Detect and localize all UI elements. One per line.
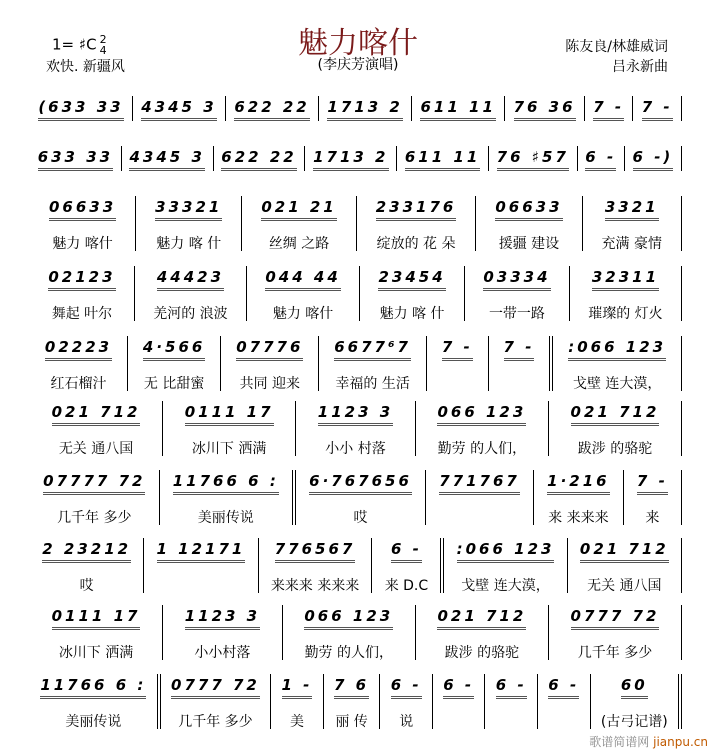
measure [259,538,373,593]
measure [380,674,433,729]
notes: 0111 17 [52,605,141,630]
notes: 44423 [157,266,224,291]
lyric: 无关 通八国 [587,578,662,594]
measure [30,146,122,171]
notes: 06633 [495,196,562,221]
measure [485,674,538,729]
notes: :066 123 [568,336,666,361]
notes: 021 712 [52,401,141,426]
watermark-en: jianpu.cn [653,735,708,749]
measure [214,146,306,171]
notes: 76 ♯57 [497,146,569,171]
lyric: 勤劳 的人们， [437,441,527,457]
measure [489,336,554,391]
measure [568,538,682,593]
measure [160,470,296,525]
measure [144,538,258,593]
measure [397,146,489,171]
lyric: 哎 [79,578,94,594]
time-top: 2 [99,33,107,46]
time-bottom: 4 [99,44,107,57]
lyric: 无关 通八国 [58,441,134,457]
measure [591,674,683,729]
lyric: 来 D.C [384,578,429,594]
notes: 7 - [637,470,668,495]
watermark [589,733,708,750]
lyric: 冰川下 洒满 [191,441,267,457]
measure [489,146,578,171]
measure [135,266,247,321]
lyric: 几千年 多少 [57,510,132,526]
time-signature [100,34,107,56]
notes: 33321 [155,196,222,221]
measure [30,336,128,391]
notes: 622 22 [221,146,296,171]
lyric: 戈壁 连大漠， [461,578,550,594]
notes: 611 11 [420,96,495,121]
score-line [30,470,682,525]
lyric: 红石榴汁 [50,376,107,392]
lyric: 来来来 来来来 [270,578,360,594]
measure [163,401,296,456]
lyric: (古弓记谱) [600,714,668,730]
notes: 6 - [585,146,616,171]
notes: 066 123 [304,605,393,630]
notes: 6 - [548,674,579,699]
lyric: 绽放的 花 朵 [376,236,456,252]
notes: :066 123 [457,538,555,563]
measure [444,538,567,593]
measure [553,336,682,391]
lyric: 来 [645,510,660,526]
notes: 23454 [378,266,445,291]
notes: 6 - [496,674,527,699]
lyric: 璀璨的 灯火 [588,306,663,322]
lyricist: 陈友良/林雄威词 [565,39,668,55]
notes: 6 - [391,674,422,699]
notes: 066 123 [437,401,526,426]
notes: 02123 [48,266,115,291]
notes: 6 - [443,674,474,699]
measure [633,96,682,121]
measure [505,96,585,121]
notes: 07777 72 [43,470,145,495]
notes: 1123 3 [318,401,393,426]
notes: (633 33 [38,96,123,121]
measure [465,266,570,321]
notes: 021 21 [261,196,336,221]
lyric: 跋涉 的骆驼 [444,645,520,661]
notes: 0777 72 [571,605,660,630]
notes: 07776 [236,336,303,361]
notes: 1713 2 [327,96,402,121]
notes: 044 44 [265,266,340,291]
notes: 4345 3 [129,146,204,171]
notes: 776567 [275,538,356,563]
measure [319,96,412,121]
measure [133,96,226,121]
score-line [30,401,682,456]
lyric: 援疆 建设 [498,236,560,252]
lyric: 美 [289,714,304,730]
song-title: 魅力喀什 [298,26,418,61]
measure [427,336,489,391]
notes: 021 712 [580,538,669,563]
measure [30,266,135,321]
measure [360,266,465,321]
notes: 611 11 [405,146,480,171]
score-line [30,146,682,171]
measure [296,470,426,525]
notes: 021 712 [571,401,660,426]
lyric: 戈壁 连大漠， [572,376,662,392]
measure [30,470,160,525]
notes: 7 - [593,96,624,121]
measure [324,674,381,729]
notes: 1 - [282,674,313,699]
measure [30,401,163,456]
lyric: 魅力 喀什 [52,236,113,252]
measure [30,605,163,660]
notes: 60 [621,674,648,699]
notes: 76 36 [514,96,576,121]
lyric: 丽 传 [335,714,368,730]
measure [357,196,477,251]
measure [583,196,682,251]
lyric: 说 [399,714,414,730]
measure [136,196,242,251]
lyric: 跋涉 的骆驼 [577,441,653,457]
measure [416,401,549,456]
notes: 633 33 [38,146,113,171]
score-line [30,605,682,660]
measure [319,336,427,391]
lyric: 几千年 多少 [577,645,653,661]
notes: 6 -) [633,146,674,171]
measure [296,401,416,456]
lyric: 魅力 喀 什 [156,236,222,252]
notes: 233176 [376,196,457,221]
measure [534,470,624,525]
measure [476,196,582,251]
measure [122,146,214,171]
measure [549,605,682,660]
measure [549,401,682,456]
notes: 7 6 [334,674,369,699]
lyric: 羌河的 浪波 [153,306,228,322]
notes: 6 - [391,538,422,563]
measure [433,674,486,729]
measure [30,538,144,593]
score-line [30,196,682,251]
tempo-marking: 欢快. 新疆风 [46,59,125,75]
lyric: 小小村落 [194,645,251,661]
notes: 1·216 [547,470,609,495]
notes: 7 - [642,96,673,121]
lyric: 共同 迎来 [239,376,301,392]
measure [30,96,133,121]
lyric: 美丽传说 [197,510,254,526]
notes: 3321 [605,196,659,221]
measure [426,470,534,525]
notes: 0777 72 [171,674,260,699]
lyric: 魅力 喀 什 [379,306,445,322]
measure [585,96,634,121]
notes: 06633 [49,196,116,221]
lyric: 一带一路 [488,306,545,322]
measure [416,605,549,660]
key: 1= ♯C [52,35,97,54]
notes: 32311 [592,266,659,291]
notes: 4345 3 [141,96,216,121]
measure [412,96,505,121]
notes: 622 22 [234,96,309,121]
measure [163,605,283,660]
notes: 7 - [504,336,535,361]
notes: 6·767656 [309,470,412,495]
measure [226,96,319,121]
measure [372,538,444,593]
lyric: 无 比甜蜜 [143,376,205,392]
notes: 021 712 [437,605,526,630]
measure [128,336,221,391]
watermark-cn: 歌谱简谱网 [589,735,650,749]
score-line [30,336,682,391]
performer: (李庆芳演唱) [317,57,399,73]
lyric: 舞起 叶尔 [51,306,113,322]
measure [283,605,416,660]
lyric: 冰川下 洒满 [58,645,134,661]
notes: 1 12171 [157,538,246,563]
notes: 0111 17 [185,401,274,426]
notes: 771767 [439,470,520,495]
lyric: 来 来来来 [548,510,609,526]
lyric: 幸福的 生活 [335,376,410,392]
measure [161,674,271,729]
measure [305,146,397,171]
measure [271,674,324,729]
notes: 1123 3 [185,605,260,630]
notes: 03334 [483,266,550,291]
measure [247,266,360,321]
score-line [30,266,682,321]
notes: 11766 6 : [173,470,279,495]
score-line [30,96,682,121]
measure [625,146,682,171]
measure [221,336,319,391]
score-line [30,674,682,729]
lyric: 几千年 多少 [178,714,253,730]
notes: 11766 6 : [40,674,146,699]
lyric: 哎 [353,510,368,526]
measure [570,266,682,321]
score-line [30,538,682,593]
key-signature [52,34,107,56]
measure [242,196,356,251]
measure [30,674,161,729]
lyric: 丝绸 之路 [268,236,330,252]
lyric: 小小 村落 [325,441,386,457]
lyric: 充满 豪情 [601,236,662,252]
measure [30,196,136,251]
lyric: 魅力 喀什 [272,306,334,322]
measure [624,470,682,525]
notes: 2 23212 [42,538,131,563]
measure [538,674,591,729]
notes: 02223 [45,336,112,361]
notes: 7 - [442,336,473,361]
lyric: 美丽传说 [65,714,122,730]
notes: 6677⁶7 [334,336,411,361]
lyric: 勤劳 的人们， [304,645,394,661]
notes: 1713 2 [313,146,388,171]
notes: 4·566 [143,336,205,361]
measure [578,146,625,171]
composer: 吕永新曲 [612,59,668,75]
